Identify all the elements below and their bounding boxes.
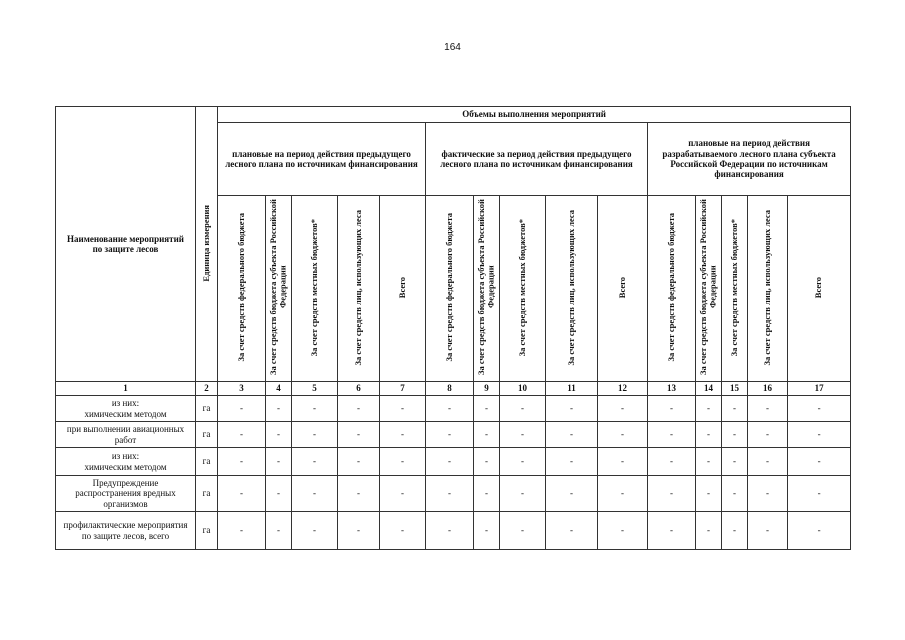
column-number: 2 <box>196 382 218 396</box>
row-value: - <box>380 422 426 448</box>
column-number: 3 <box>218 382 266 396</box>
row-value: - <box>546 422 598 448</box>
row-value: - <box>218 422 266 448</box>
row-name: профилактические мероприятия по защите лесов, всего <box>56 512 196 550</box>
row-value: - <box>722 396 748 422</box>
subcol-total <box>380 196 426 382</box>
subcol-local <box>500 196 546 382</box>
row-value: - <box>648 512 696 550</box>
row-value: - <box>648 476 696 512</box>
row-unit: га <box>196 396 218 422</box>
row-value: - <box>426 512 474 550</box>
subcol-label: За счет средств федерального бюджета <box>665 213 676 362</box>
forest-protection-table <box>55 106 851 550</box>
subcol-label: За счет средств бюджета субъекта Российской Федерации <box>268 199 288 376</box>
row-value: - <box>474 512 500 550</box>
column-number: 10 <box>500 382 546 396</box>
row-name: при выполнении авиационных работ <box>56 422 196 448</box>
row-value: - <box>266 448 292 476</box>
row-value: - <box>598 448 648 476</box>
row-value: - <box>598 476 648 512</box>
subcol-label: Всего <box>396 276 407 298</box>
header-name-column: Наименование мероприятий по защите лесов <box>56 107 196 382</box>
column-number: 12 <box>598 382 648 396</box>
column-number: 15 <box>722 382 748 396</box>
column-number: 8 <box>426 382 474 396</box>
row-value: - <box>598 512 648 550</box>
row-value: - <box>748 512 788 550</box>
subcol-label: За счет средств лиц, использующих леса <box>352 209 363 366</box>
row-value: - <box>500 476 546 512</box>
subcol-label: Всего <box>616 276 627 298</box>
row-value: - <box>722 512 748 550</box>
row-name: из них: химическим методом <box>56 448 196 476</box>
row-value: - <box>380 448 426 476</box>
subcol-label: За счет средств федерального бюджета <box>235 213 246 362</box>
row-value: - <box>474 448 500 476</box>
row-value: - <box>546 512 598 550</box>
table-row <box>56 476 851 512</box>
row-value: - <box>292 476 338 512</box>
row-value: - <box>338 396 380 422</box>
subcol-users <box>748 196 788 382</box>
subcol-federal <box>426 196 474 382</box>
subcol-regional <box>266 196 292 382</box>
row-value: - <box>338 476 380 512</box>
column-number: 6 <box>338 382 380 396</box>
row-value: - <box>546 396 598 422</box>
subcol-label: За счет средств лиц, использующих леса <box>761 209 772 366</box>
row-value: - <box>598 396 648 422</box>
row-value: - <box>648 448 696 476</box>
column-number: 7 <box>380 382 426 396</box>
row-value: - <box>598 422 648 448</box>
row-value: - <box>500 396 546 422</box>
row-value: - <box>788 512 851 550</box>
row-value: - <box>426 422 474 448</box>
row-unit: га <box>196 448 218 476</box>
subcol-users <box>338 196 380 382</box>
column-number: 16 <box>748 382 788 396</box>
row-value: - <box>722 476 748 512</box>
header-group-actual-previous: фактические за период действия предыдущего лесного плана по источникам финансирования <box>426 123 648 196</box>
row-value: - <box>696 476 722 512</box>
subcol-label: Всего <box>813 276 824 298</box>
table-row <box>56 396 851 422</box>
subcol-regional <box>474 196 500 382</box>
subcol-local <box>722 196 748 382</box>
subcol-label: За счет средств федерального бюджета <box>443 213 454 362</box>
subcol-label: За счет средств местных бюджетов* <box>308 218 319 356</box>
row-value: - <box>474 476 500 512</box>
subcol-total <box>598 196 648 382</box>
subcol-federal <box>218 196 266 382</box>
subcol-label: За счет средств бюджета субъекта Российской Федерации <box>698 199 718 376</box>
subcol-label: За счет средств местных бюджетов* <box>516 218 527 356</box>
column-number: 4 <box>266 382 292 396</box>
row-value: - <box>546 448 598 476</box>
row-unit: га <box>196 512 218 550</box>
row-value: - <box>748 448 788 476</box>
header-unit-column <box>196 107 218 382</box>
page-number: 164 <box>444 42 461 53</box>
row-value: - <box>426 448 474 476</box>
row-value: - <box>218 396 266 422</box>
row-value: - <box>426 476 474 512</box>
column-number: 17 <box>788 382 851 396</box>
row-value: - <box>218 512 266 550</box>
row-value: - <box>292 396 338 422</box>
column-number: 5 <box>292 382 338 396</box>
row-value: - <box>500 422 546 448</box>
row-unit: га <box>196 476 218 512</box>
row-value: - <box>788 396 851 422</box>
table-body <box>56 396 851 550</box>
row-value: - <box>380 512 426 550</box>
row-value: - <box>788 448 851 476</box>
subcol-total <box>788 196 851 382</box>
row-value: - <box>722 422 748 448</box>
column-number: 11 <box>546 382 598 396</box>
row-value: - <box>292 512 338 550</box>
row-value: - <box>748 396 788 422</box>
row-value: - <box>338 512 380 550</box>
row-value: - <box>546 476 598 512</box>
column-number: 13 <box>648 382 696 396</box>
row-value: - <box>696 422 722 448</box>
row-value: - <box>500 512 546 550</box>
row-unit: га <box>196 422 218 448</box>
row-name: из них: химическим методом <box>56 396 196 422</box>
column-number: 14 <box>696 382 722 396</box>
header-group-planned-previous: плановые на период действия предыдущего лесного плана по источникам финансирования <box>218 123 426 196</box>
row-value: - <box>474 422 500 448</box>
header-volumes: Объемы выполнения мероприятий <box>218 107 851 123</box>
subcol-local <box>292 196 338 382</box>
row-value: - <box>266 396 292 422</box>
subcol-users <box>546 196 598 382</box>
subcol-label: За счет средств лиц, использующих леса <box>565 209 576 366</box>
row-value: - <box>696 512 722 550</box>
row-value: - <box>338 422 380 448</box>
row-value: - <box>696 448 722 476</box>
row-value: - <box>722 448 748 476</box>
subcol-label: За счет средств местных бюджетов* <box>728 218 739 356</box>
row-value: - <box>748 422 788 448</box>
row-value: - <box>648 396 696 422</box>
row-value: - <box>648 422 696 448</box>
table-row <box>56 448 851 476</box>
row-value: - <box>748 476 788 512</box>
row-value: - <box>788 422 851 448</box>
subcol-label: За счет средств бюджета субъекта Российской Федерации <box>476 199 496 376</box>
header-group-planned-current: плановые на период действия разрабатываемого лесного плана субъекта Российской Федерации по источникам финансирования <box>648 123 851 196</box>
row-value: - <box>292 422 338 448</box>
row-value: - <box>788 476 851 512</box>
table-row <box>56 512 851 550</box>
row-value: - <box>380 396 426 422</box>
row-value: - <box>266 512 292 550</box>
row-value: - <box>500 448 546 476</box>
table-row <box>56 422 851 448</box>
row-value: - <box>696 396 722 422</box>
row-value: - <box>474 396 500 422</box>
row-value: - <box>292 448 338 476</box>
row-value: - <box>266 422 292 448</box>
column-number-row <box>56 382 851 396</box>
row-value: - <box>266 476 292 512</box>
header-unit-label: Единица измерения <box>200 204 211 282</box>
row-value: - <box>218 476 266 512</box>
column-number: 1 <box>56 382 196 396</box>
subcol-federal <box>648 196 696 382</box>
row-value: - <box>338 448 380 476</box>
column-number: 9 <box>474 382 500 396</box>
row-value: - <box>426 396 474 422</box>
row-value: - <box>218 448 266 476</box>
row-value: - <box>380 476 426 512</box>
subcol-regional <box>696 196 722 382</box>
row-name: Предупреждение распространения вредных организмов <box>56 476 196 512</box>
